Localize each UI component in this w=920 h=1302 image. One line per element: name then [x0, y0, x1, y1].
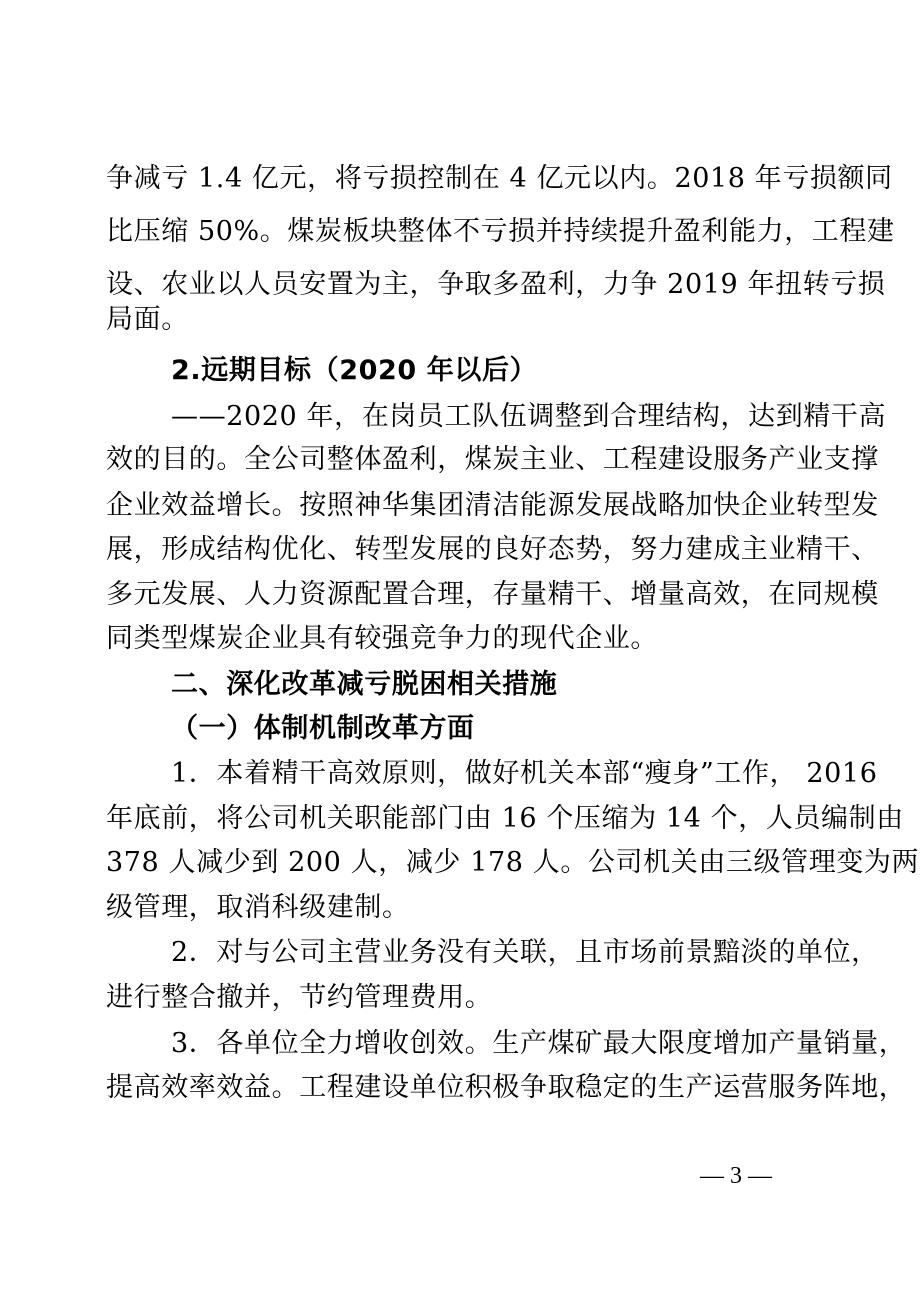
- body-text-line: 展，形成结构优化、转型发展的良好态势，努力建成主业精干、: [106, 534, 879, 565]
- body-text-line: 同类型煤炭企业具有较强竞争力的现代企业。: [106, 623, 658, 654]
- body-text-line: 3．各单位全力增收创效。生产煤矿最大限度增加产量销量，: [171, 1028, 907, 1059]
- page-number: — 3 —: [700, 1163, 772, 1189]
- body-text-line: 年底前，将公司机关职能部门由 16 个压缩为 14 个，人员编制由: [106, 803, 904, 834]
- section-heading: 二、深化改革减亏脱困相关措施: [171, 669, 558, 700]
- subsection-heading: （一）体制机制改革方面: [171, 713, 475, 744]
- body-text-line: 争减亏 1.4 亿元，将亏损控制在 4 亿元以内。2018 年亏损额同: [106, 163, 893, 194]
- body-text-line: 设、农业以人员安置为主，争取多盈利，力争 2019 年扭转亏损: [106, 269, 886, 300]
- body-text-line: 比压缩 50%。煤炭板块整体不亏损并持续提升盈利能力，工程建: [106, 216, 895, 247]
- body-text-line: 多元发展、人力资源配置合理，存量精干、增量高效，在同规模: [106, 579, 879, 610]
- body-text-line: 1．本着精干高效原则，做好机关本部“瘦身”工作， 2016: [171, 758, 878, 789]
- body-text-line: 378 人减少到 200 人，减少 178 人。公司机关由三级管理变为两: [106, 847, 920, 878]
- body-text-line: 企业效益增长。按照神华集团清洁能源发展战略加快企业转型发: [106, 490, 879, 521]
- body-text-line: 效的目的。全公司整体盈利，煤炭主业、工程建设服务产业支撑: [106, 444, 879, 475]
- body-text-line: 进行整合撤并，节约管理费用。: [106, 982, 493, 1013]
- body-text-line: 提高效率效益。工程建设单位积极争取稳定的生产运营服务阵地，: [106, 1072, 907, 1103]
- body-text-line: 2．对与公司主营业务没有关联，且市场前景黯淡的单位，: [171, 937, 879, 968]
- section-subheading: 2.远期目标（2020 年以后）: [171, 355, 538, 386]
- body-text-line: ——2020 年，在岗员工队伍调整到合理结构，达到精干高: [171, 401, 887, 432]
- body-text-line: 级管理，取消科级建制。: [106, 892, 410, 923]
- body-text-line: 局面。: [106, 304, 189, 335]
